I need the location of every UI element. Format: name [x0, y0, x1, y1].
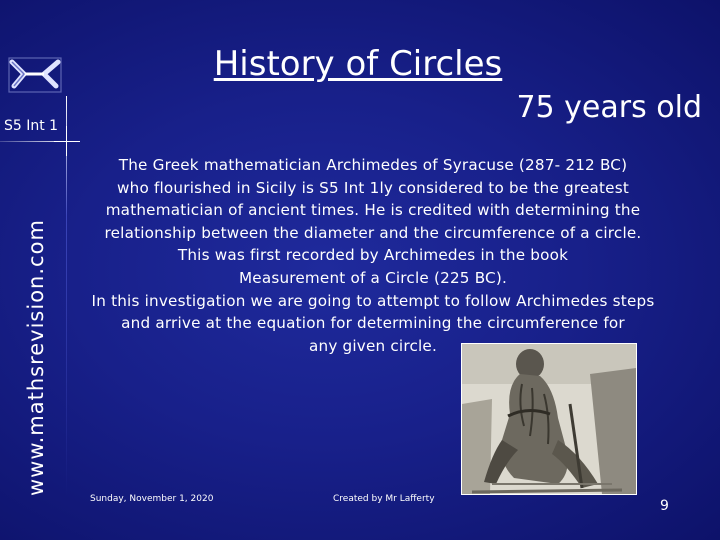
body-line: mathematician of ancient times. He is credited with determining the	[105, 201, 641, 220]
footer-author: Created by Mr Lafferty	[333, 494, 435, 504]
body-line: This was first recorded by Archimedes in the book	[177, 246, 569, 265]
slide-title: History of Circles	[213, 44, 503, 84]
body-line: any given circle.	[308, 336, 437, 355]
body-line: who flourished in Sicily is S5 Int 1ly considered to be the greatest	[117, 178, 629, 197]
crosshair-vertical	[66, 126, 67, 156]
level-label: S5 Int 1	[4, 118, 59, 134]
footer-date: Sunday, November 1, 2020	[90, 494, 214, 504]
website-url-vertical: www.mathsrevision.com	[24, 219, 48, 496]
archimedes-engraving-image	[461, 343, 637, 495]
body-line: and arrive at the equation for determining the circumference for	[121, 314, 625, 333]
age-label: 75 years old	[516, 90, 702, 125]
crosshair-horizontal	[54, 141, 80, 142]
page-number: 9	[660, 498, 669, 514]
body-line: In this investigation we are going to attempt to follow Archimedes steps	[91, 291, 655, 310]
body-line: relationship between the diameter and the circumference of a circle.	[104, 223, 642, 242]
body-text	[62, 154, 684, 357]
body-line: Measurement of a Circle (225 BC).	[238, 268, 508, 287]
seated-figure-illustration	[462, 344, 636, 494]
body-line: The Greek mathematician Archimedes of Syracuse (287- 212 BC)	[118, 156, 628, 174]
